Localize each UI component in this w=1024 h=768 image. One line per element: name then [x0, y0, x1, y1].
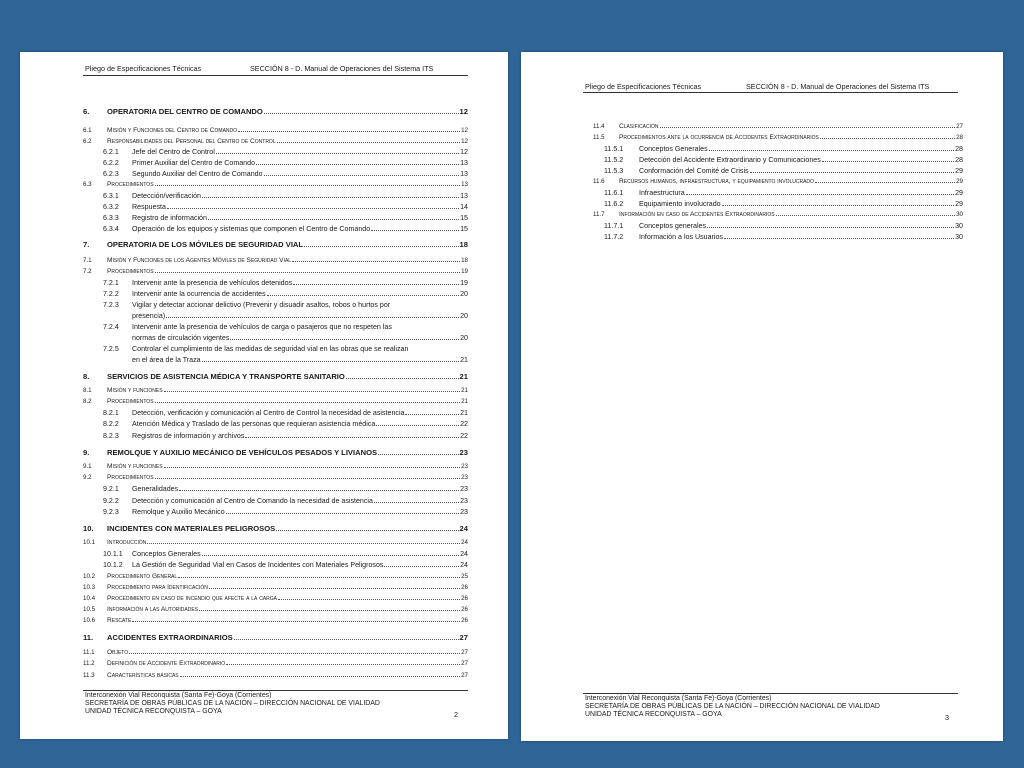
toc-entry — [83, 524, 468, 533]
toc-entry-page: 12 — [461, 127, 468, 134]
toc-entry — [103, 409, 468, 417]
toc-dot-leader — [226, 664, 460, 665]
toc-entry-page: 23 — [460, 508, 468, 516]
toc-entry-page: 26 — [461, 617, 468, 624]
toc-entry-title: Respuesta — [132, 203, 166, 211]
toc-entry-page: 26 — [461, 595, 468, 602]
toc-entry-number: 6.3.2 — [103, 203, 119, 211]
toc-dot-leader — [686, 194, 954, 195]
toc-entry-title: Intervenir ante la presencia de vehículos de carga o pasajeros que no respeten las — [132, 323, 392, 331]
document-page-right — [521, 52, 1003, 741]
toc-entry — [604, 233, 963, 241]
toc-dot-leader — [234, 639, 459, 640]
footer-line-3: UNIDAD TÉCNICA RECONQUISTA – GOYA — [85, 708, 222, 715]
toc-entry-title: Procedimientos — [107, 181, 154, 188]
toc-entry-title: Equipamiento involucrado — [639, 200, 721, 208]
toc-entry-title: Procedimiento para Identificación — [107, 584, 208, 591]
toc-entry — [103, 214, 468, 222]
toc-entry-number: 11.7 — [593, 211, 605, 218]
toc-entry-title: Definición de Accidente Extraordinario — [107, 660, 226, 667]
toc-entry-page: 26 — [461, 584, 468, 591]
toc-entry-number: 6.3 — [83, 181, 92, 188]
toc-dot-leader — [278, 599, 460, 600]
toc-dot-leader — [155, 272, 461, 273]
toc-dot-leader — [709, 150, 954, 151]
toc-entry-number: 7.2 — [83, 268, 92, 275]
toc-dot-leader — [384, 566, 459, 567]
toc-entry-number: 6.3.1 — [103, 192, 119, 200]
toc-entry-number: 6. — [83, 107, 90, 116]
toc-entry — [132, 356, 468, 364]
toc-entry-page: 25 — [461, 573, 468, 580]
toc-entry-page: 20 — [460, 290, 468, 298]
toc-entry-number: 10.2 — [83, 573, 96, 580]
toc-entry-number: 7.2.3 — [103, 301, 119, 309]
toc-entry-title: normas de circulación vigentes — [132, 334, 230, 342]
toc-entry — [593, 134, 963, 141]
toc-entry-number: 8.1 — [83, 387, 92, 394]
toc-dot-leader — [276, 530, 458, 531]
toc-entry-page: 24 — [460, 561, 468, 569]
footer-line-2: SECRETARÍA DE OBRAS PÚBLICAS DE LA NACIÓN – DIRECCIÓN NACIONAL DE VIALIDAD — [85, 700, 380, 707]
toc-dot-leader — [202, 197, 459, 198]
toc-entry-page: 21 — [461, 398, 468, 405]
toc-entry-number: 11.6.2 — [604, 200, 624, 208]
toc-entry-page: 21 — [461, 387, 468, 394]
toc-entry — [103, 203, 468, 211]
toc-entry — [83, 138, 468, 145]
toc-entry-page: 29 — [955, 167, 963, 175]
toc-entry — [83, 181, 468, 188]
toc-entry-number: 7.2.4 — [103, 323, 119, 331]
toc-entry-number: 9. — [83, 448, 90, 457]
toc-dot-leader — [776, 215, 956, 216]
toc-entry — [103, 432, 468, 440]
toc-entry-title: Controlar el cumplimiento de las medidas de seguridad vial en las obras que se realizan — [132, 345, 409, 353]
toc-entry-page: 18 — [459, 240, 468, 249]
toc-entry-number: 6.2 — [83, 138, 92, 145]
toc-entry-number: 10.5 — [83, 606, 96, 613]
header-rule — [583, 92, 958, 93]
toc-entry-page: 27 — [461, 660, 468, 667]
toc-entry-title: OPERATORIA DE LOS MÓVILES DE SEGURIDAD VIAL — [107, 240, 304, 249]
footer-line-3: UNIDAD TÉCNICA RECONQUISTA – GOYA — [585, 711, 722, 718]
toc-dot-leader — [230, 339, 459, 340]
page-number: 3 — [945, 713, 949, 722]
toc-entry-page: 27 — [956, 123, 963, 130]
toc-entry-title: Infraestructura — [639, 189, 685, 197]
toc-dot-leader — [245, 437, 459, 438]
toc-dot-leader — [815, 182, 955, 183]
toc-entry — [103, 148, 468, 156]
toc-entry-title: Recursos humanos, infraestructura, y equipamiento involucrado — [619, 178, 814, 185]
toc-entry-number: 9.2.1 — [103, 485, 119, 493]
toc-entry-number: 10.3 — [83, 584, 96, 591]
toc-dot-leader — [346, 378, 459, 379]
toc-entry — [604, 189, 963, 197]
toc-dot-leader — [199, 610, 460, 611]
toc-entry-page: 23 — [461, 474, 468, 481]
toc-entry-title: Segundo Auxiliar del Centro de Comando — [132, 170, 263, 178]
toc-entry-page: 24 — [459, 524, 468, 533]
toc-entry-number: 6.2.3 — [103, 170, 119, 178]
toc-entry-page: 26 — [461, 606, 468, 613]
toc-entry-title: Detección y comunicación al Centro de Comando la necesidad de asistencia — [132, 497, 373, 505]
toc-dot-leader — [208, 219, 459, 220]
toc-entry-title: Generalidades — [132, 485, 179, 493]
toc-entry-page: 28 — [956, 134, 963, 141]
toc-entry-title: Procedimiento General — [107, 573, 178, 580]
footer-line-1: Interconexión Vial Reconquista (Santa Fe)-Goya (Corrientes) — [85, 692, 272, 699]
toc-entry-number: 10.1.1 — [103, 550, 123, 558]
toc-entry-title: Información a los Usuarios — [639, 233, 723, 241]
toc-entry — [593, 123, 963, 130]
toc-entry-title: Procedimientos — [107, 398, 154, 405]
toc-entry-page: 28 — [955, 156, 963, 164]
toc-entry-title: en el área de la Traza — [132, 356, 201, 364]
toc-entry-number: 7.1 — [83, 257, 92, 264]
toc-entry — [103, 497, 468, 505]
toc-entry — [83, 463, 468, 470]
toc-dot-leader — [267, 295, 459, 296]
toc-entry-number: 6.2.1 — [103, 148, 119, 156]
toc-entry — [83, 595, 468, 602]
toc-entry-title: Remolque y Auxilio Mecánico — [132, 508, 225, 516]
toc-entry-number: 11.6.1 — [604, 189, 624, 197]
toc-entry — [103, 550, 468, 558]
toc-entry-title: SERVICIOS DE ASISTENCIA MÉDICA Y TRANSPORTE SANITARIO — [107, 372, 345, 381]
toc-entry-page: 24 — [461, 539, 468, 546]
toc-entry-page: 30 — [955, 233, 963, 241]
toc-entry-title: Registro de información — [132, 214, 207, 222]
toc-entry-page: 21 — [459, 372, 468, 381]
toc-dot-leader — [180, 676, 461, 677]
toc-entry-number: 8.2.2 — [103, 420, 119, 428]
toc-entry — [103, 192, 468, 200]
toc-entry — [103, 485, 468, 493]
toc-entry-page: 27 — [459, 633, 468, 642]
toc-entry-number: 8.2.1 — [103, 409, 119, 417]
toc-entry-number: 8. — [83, 372, 90, 381]
toc-entry-page: 29 — [955, 189, 963, 197]
toc-entry-number: 10.4 — [83, 595, 96, 602]
toc-entry-number: 6.3.4 — [103, 225, 119, 233]
toc-dot-leader — [155, 402, 461, 403]
toc-dot-leader — [202, 555, 459, 556]
toc-dot-leader — [147, 543, 460, 544]
toc-entry — [83, 584, 468, 591]
toc-entry-page: 19 — [460, 279, 468, 287]
toc-entry — [103, 301, 468, 309]
toc-entry-page: 13 — [460, 192, 468, 200]
toc-entry-number: 11.5 — [593, 134, 605, 141]
toc-entry-title: Clasificación — [619, 123, 659, 130]
toc-entry-number: 10.1 — [83, 539, 96, 546]
toc-entry-number: 9.2.3 — [103, 508, 119, 516]
toc-entry — [83, 474, 468, 481]
toc-entry — [83, 649, 468, 656]
toc-entry-title: Detección del Accidente Extraordinario y Comunicaciones — [639, 156, 821, 164]
toc-entry-number: 6.1 — [83, 127, 92, 134]
toc-entry — [103, 420, 468, 428]
toc-entry — [604, 145, 963, 153]
toc-entry-number: 7.2.2 — [103, 290, 119, 298]
toc-entry-number: 10.6 — [83, 617, 96, 624]
footer-line-1: Interconexión Vial Reconquista (Santa Fe)-Goya (Corrientes) — [585, 695, 772, 702]
toc-entry-page: 21 — [460, 356, 468, 364]
toc-entry-page: 13 — [460, 159, 468, 167]
toc-entry-number: 9.1 — [83, 463, 92, 470]
toc-entry — [83, 127, 468, 134]
toc-entry-number: 11.7.1 — [604, 222, 624, 230]
toc-entry-page: 13 — [460, 170, 468, 178]
header-left-text: Pliego de Especificaciones Técnicas — [85, 64, 202, 73]
toc-entry — [83, 387, 468, 394]
toc-entry — [604, 156, 963, 164]
toc-entry-title: Procedimientos — [107, 268, 154, 275]
toc-entry-page: 12 — [460, 148, 468, 156]
toc-dot-leader — [707, 227, 954, 228]
toc-dot-leader — [226, 513, 459, 514]
toc-entry-title: Primer Auxiliar del Centro de Comando — [132, 159, 256, 167]
toc-dot-leader — [216, 153, 459, 154]
toc-entry-title: Misión y funciones — [107, 463, 163, 470]
toc-entry-title: Misión y funciones — [107, 387, 163, 394]
toc-entry-title: Información a las Autoridades — [107, 606, 199, 613]
toc-entry-page: 23 — [459, 448, 468, 457]
toc-entry-number: 11.1 — [83, 649, 95, 656]
toc-dot-leader — [155, 478, 461, 479]
toc-entry — [132, 312, 468, 320]
toc-dot-leader — [722, 205, 954, 206]
toc-entry-title: Operación de los equipos y sistemas que componen el Centro de Comando — [132, 225, 371, 233]
toc-entry-title: Misión y Funciones del Centro de Comando — [107, 127, 238, 134]
toc-entry-number: 11.5.1 — [604, 145, 624, 153]
toc-dot-leader — [405, 414, 459, 415]
toc-entry — [103, 159, 468, 167]
toc-entry — [604, 167, 963, 175]
toc-dot-leader — [132, 621, 460, 622]
toc-entry — [132, 334, 468, 342]
toc-entry-number: 10. — [83, 524, 94, 533]
toc-entry — [83, 107, 468, 116]
toc-dot-leader — [179, 490, 459, 491]
toc-entry — [83, 660, 468, 667]
toc-entry-page: 23 — [460, 485, 468, 493]
toc-entry-title: Conformación del Comité de Crisis — [639, 167, 749, 175]
toc-entry — [83, 240, 468, 249]
toc-entry-number: 8.2.3 — [103, 432, 119, 440]
toc-entry-number: 11.4 — [593, 123, 605, 130]
toc-dot-leader — [293, 284, 459, 285]
toc-entry — [103, 323, 468, 331]
toc-entry-title: Conceptos generales — [639, 222, 707, 230]
header-rule — [83, 75, 468, 76]
toc-entry-title: presencia) — [132, 312, 166, 320]
toc-dot-leader — [202, 361, 459, 362]
toc-entry-page: 21 — [460, 409, 468, 417]
toc-dot-leader — [304, 246, 458, 247]
header-right-text: SECCIÓN 8 - D. Manual de Operaciones del Sistema ITS — [746, 82, 930, 91]
toc-entry-page: 29 — [955, 200, 963, 208]
toc-entry — [83, 268, 468, 275]
toc-entry-number: 11.5.3 — [604, 167, 624, 175]
toc-entry-page: 20 — [460, 312, 468, 320]
toc-entry-title: Información en caso de Accidentes Extraordinarios — [619, 211, 775, 218]
toc-entry-number: 11.2 — [83, 660, 95, 667]
toc-entry-page: 24 — [460, 550, 468, 558]
toc-entry-number: 6.3.3 — [103, 214, 119, 222]
toc-entry-number: 8.2 — [83, 398, 92, 405]
toc-entry-title: Misión y Funciones de los Agentes Móviles de Seguridad Vial — [107, 257, 292, 264]
toc-entry-page: 30 — [955, 222, 963, 230]
toc-entry-title: Intervenir ante la presencia de vehículos detenidos — [132, 279, 293, 287]
toc-entry-page: 12 — [461, 138, 468, 145]
toc-entry-page: 13 — [461, 181, 468, 188]
toc-entry-title: Conceptos Generales — [132, 550, 201, 558]
toc-dot-leader — [164, 467, 461, 468]
toc-dot-leader — [129, 653, 460, 654]
toc-entry-title: Vigilar y detectar accionar delictivo (Prevenir y disuadir asaltos, robos o hurtos por — [132, 301, 391, 309]
toc-entry — [103, 170, 468, 178]
toc-entry-number: 11.5.2 — [604, 156, 624, 164]
toc-entry-page: 20 — [460, 334, 468, 342]
toc-dot-leader — [155, 185, 461, 186]
toc-dot-leader — [822, 161, 954, 162]
header-right-text: SECCIÓN 8 - D. Manual de Operaciones del Sistema ITS — [250, 64, 434, 73]
toc-dot-leader — [167, 208, 459, 209]
toc-entry — [103, 345, 468, 353]
toc-entry — [83, 672, 468, 679]
toc-entry-title: Atención Médica y Traslado de las personas que requieran asistencia médica — [132, 420, 376, 428]
document-page-left — [20, 52, 508, 739]
toc-entry-page: 23 — [461, 463, 468, 470]
toc-dot-leader — [264, 175, 460, 176]
toc-entry — [83, 617, 468, 624]
toc-entry-page: 19 — [461, 268, 468, 275]
toc-entry — [83, 398, 468, 405]
toc-entry-title: Objeto — [107, 649, 129, 656]
toc-entry-page: 23 — [460, 497, 468, 505]
toc-entry — [83, 573, 468, 580]
toc-entry-title: Características básicas — [107, 672, 179, 679]
toc-entry — [103, 290, 468, 298]
toc-entry-title: Conceptos Generales — [639, 145, 708, 153]
toc-entry-page: 29 — [956, 178, 963, 185]
toc-entry-title: Registros de información y archivos — [132, 432, 245, 440]
toc-dot-leader — [178, 577, 460, 578]
toc-dot-leader — [820, 138, 955, 139]
toc-entry-title: Intervenir ante la ocurrencia de accidentes — [132, 290, 266, 298]
header-left-text: Pliego de Especificaciones Técnicas — [585, 82, 702, 91]
toc-entry-number: 11.3 — [83, 672, 95, 679]
toc-entry-page: 12 — [459, 107, 468, 116]
toc-dot-leader — [264, 113, 459, 114]
toc-dot-leader — [238, 131, 460, 132]
toc-dot-leader — [376, 425, 459, 426]
toc-dot-leader — [292, 261, 460, 262]
toc-entry-title: Jefe del Centro de Control — [132, 148, 215, 156]
toc-entry-page: 18 — [461, 257, 468, 264]
footer-rule — [583, 693, 958, 694]
toc-entry — [83, 633, 468, 642]
toc-entry-title: INCIDENTES CON MATERIALES PELIGROSOS — [107, 524, 276, 533]
toc-entry — [103, 225, 468, 233]
toc-entry-number: 7. — [83, 240, 90, 249]
toc-entry-number: 7.2.1 — [103, 279, 119, 287]
toc-entry-title: Procedimiento en caso de incendio que afecte a la carga — [107, 595, 277, 602]
toc-entry — [103, 279, 468, 287]
toc-entry-title: Responsabilidades del Personal del Centro de Control — [107, 138, 276, 145]
footer-rule — [83, 690, 468, 691]
toc-entry-page: 28 — [955, 145, 963, 153]
toc-dot-leader — [660, 127, 956, 128]
toc-entry-number: 11.6 — [593, 178, 605, 185]
toc-entry-title: ACCIDENTES EXTRAORDINARIOS — [107, 633, 233, 642]
toc-entry-page: 15 — [460, 225, 468, 233]
toc-dot-leader — [209, 588, 460, 589]
toc-entry — [604, 222, 963, 230]
toc-entry-page: 22 — [460, 420, 468, 428]
toc-dot-leader — [164, 391, 461, 392]
toc-dot-leader — [374, 502, 459, 503]
toc-dot-leader — [371, 230, 459, 231]
toc-entry-page: 14 — [460, 203, 468, 211]
toc-entry-number: 9.2.2 — [103, 497, 119, 505]
toc-entry — [103, 508, 468, 516]
toc-entry — [83, 372, 468, 381]
toc-entry — [103, 561, 468, 569]
toc-entry — [83, 539, 468, 546]
toc-entry — [593, 178, 963, 185]
toc-entry-number: 7.2.5 — [103, 345, 119, 353]
toc-entry-number: 11.7.2 — [604, 233, 624, 241]
toc-entry-number: 11. — [83, 633, 94, 642]
toc-entry-title: Rescate — [107, 617, 132, 624]
toc-entry — [604, 200, 963, 208]
toc-dot-leader — [256, 164, 459, 165]
toc-entry-title: Procedimientos — [107, 474, 154, 481]
toc-entry — [593, 211, 963, 218]
toc-dot-leader — [378, 454, 459, 455]
toc-entry-number: 9.2 — [83, 474, 92, 481]
toc-entry-page: 15 — [460, 214, 468, 222]
toc-dot-leader — [724, 238, 954, 239]
page-number: 2 — [454, 710, 458, 719]
toc-dot-leader — [166, 317, 459, 318]
toc-entry-page: 22 — [460, 432, 468, 440]
toc-dot-leader — [750, 172, 955, 173]
toc-entry — [83, 606, 468, 613]
toc-entry — [83, 257, 468, 264]
toc-entry-number: 6.2.2 — [103, 159, 119, 167]
toc-entry-title: Introducción — [107, 539, 147, 546]
toc-entry-page: 30 — [956, 211, 963, 218]
toc-entry-page: 27 — [461, 672, 468, 679]
toc-entry-title: Detección, verificación y comunicación al Centro de Control la necesidad de asistencia — [132, 409, 405, 417]
toc-entry-title: Detección/verificación — [132, 192, 201, 200]
toc-entry — [83, 448, 468, 457]
toc-entry-number: 10.1.2 — [103, 561, 123, 569]
toc-entry-title: REMOLQUE Y AUXILIO MECÁNICO DE VEHÍCULOS PESADOS Y LIVIANOS — [107, 448, 378, 457]
toc-entry-title: La Gestión de Seguridad Vial en Casos de Incidentes con Materiales Peligrosos — [132, 561, 384, 569]
toc-entry-title: Procedimientos ante la ocurrencia de Accidentes Extraordinarios — [619, 134, 819, 141]
toc-entry-page: 27 — [461, 649, 468, 656]
footer-line-2: SECRETARÍA DE OBRAS PÚBLICAS DE LA NACIÓN – DIRECCIÓN NACIONAL DE VIALIDAD — [585, 703, 880, 710]
toc-entry-title: OPERATORIA DEL CENTRO DE COMANDO — [107, 107, 263, 116]
toc-dot-leader — [277, 142, 461, 143]
